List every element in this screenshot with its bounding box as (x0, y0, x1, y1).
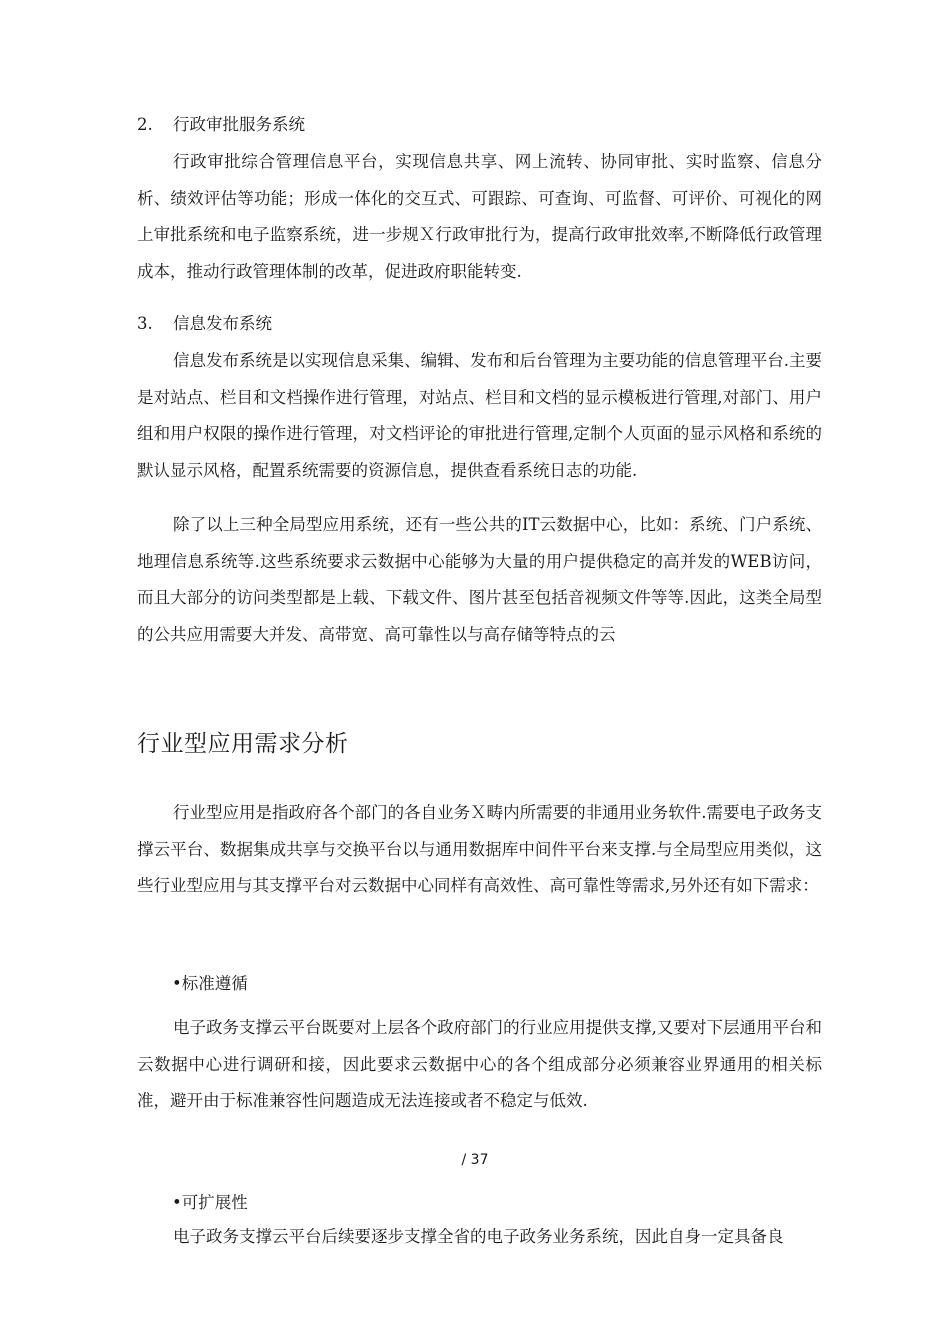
section-2-paragraph: 行政审批综合管理信息平台，实现信息共享、网上流转、协同审批、实时监察、信息分析、绩效评估等功能；形成一体化的交互式、可跟踪、可查询、可监督、可评价、可视化的网上审批系统和电子监察系统，进一步规Ｘ行政审批行为，提高行政审批效率,不断降低行政管理成本，推动行政管理体制的改革，促进政府职能转变. (137, 152, 822, 281)
section-3-paragraph: 信息发布系统是以实现信息采集、编辑、发布和后台管理为主要功能的信息管理平台.主要是对站点、栏目和文档操作进行管理，对站点、栏目和文档的显示模板进行管理,对部门、用户组和用户权限的操作进行管理，对文档评论的审批进行管理,定制个人页面的显示风格和系统的默认显示风格，配置系统需要的资源信息，提供查看系统日志的功能. (137, 351, 822, 480)
bullet-heading-scalability: •可扩展性 (172, 1193, 248, 1212)
scalability-paragraph: 电子政务支撑云平台后续要逐步支撑全省的电子政务业务系统，因此自身一定具备良 (173, 1227, 784, 1246)
section-number: 3. (137, 314, 153, 333)
section-title: 信息发布系统 (173, 314, 272, 333)
industry-intro-paragraph: 行业型应用是指政府各个部门的各自业务Ｘ畴内所需要的非通用业务软件.需要电子政务支撑云平台、数据集成共享与交换平台以与通用数据库中间件平台来支撑.与全局型应用类似，这些行业型应用与其支撑平台对云数据中心同样有高效性、高可靠性等需求,另外还有如下需求： (137, 803, 822, 895)
bullet-heading-standards: •标准遵循 (172, 974, 248, 993)
section-number: 2. (137, 115, 153, 134)
section-title: 行政审批服务系统 (173, 115, 305, 134)
summary-paragraph: 除了以上三种全局型应用系统，还有一些公共的IT云数据中心，比如：系统、门户系统、地理信息系统等.这些系统要求云数据中心能够为大量的用户提供稳定的高并发的WEB访问，而且大部分的访问类型都是上载、下载文件、图片甚至包括音视频文件等等.因此，这类全局型的公共应用需要大并发、高带宽、高可靠性以与高存储等特点的云 (137, 515, 822, 644)
section-3-heading (137, 312, 272, 336)
page-number: / 37 (461, 1152, 489, 1168)
section-2-heading (137, 113, 305, 137)
industry-section-heading: 行业型应用需求分析 (137, 731, 349, 757)
standards-paragraph: 电子政务支撑云平台既要对上层各个政府部门的行业应用提供支撑,又要对下层通用平台和云数据中心进行调研和接，因此要求云数据中心的各个组成部分必须兼容业界通用的相关标准，避开由于标准兼容性问题造成无法连接或者不稳定与低效. (137, 1018, 822, 1110)
